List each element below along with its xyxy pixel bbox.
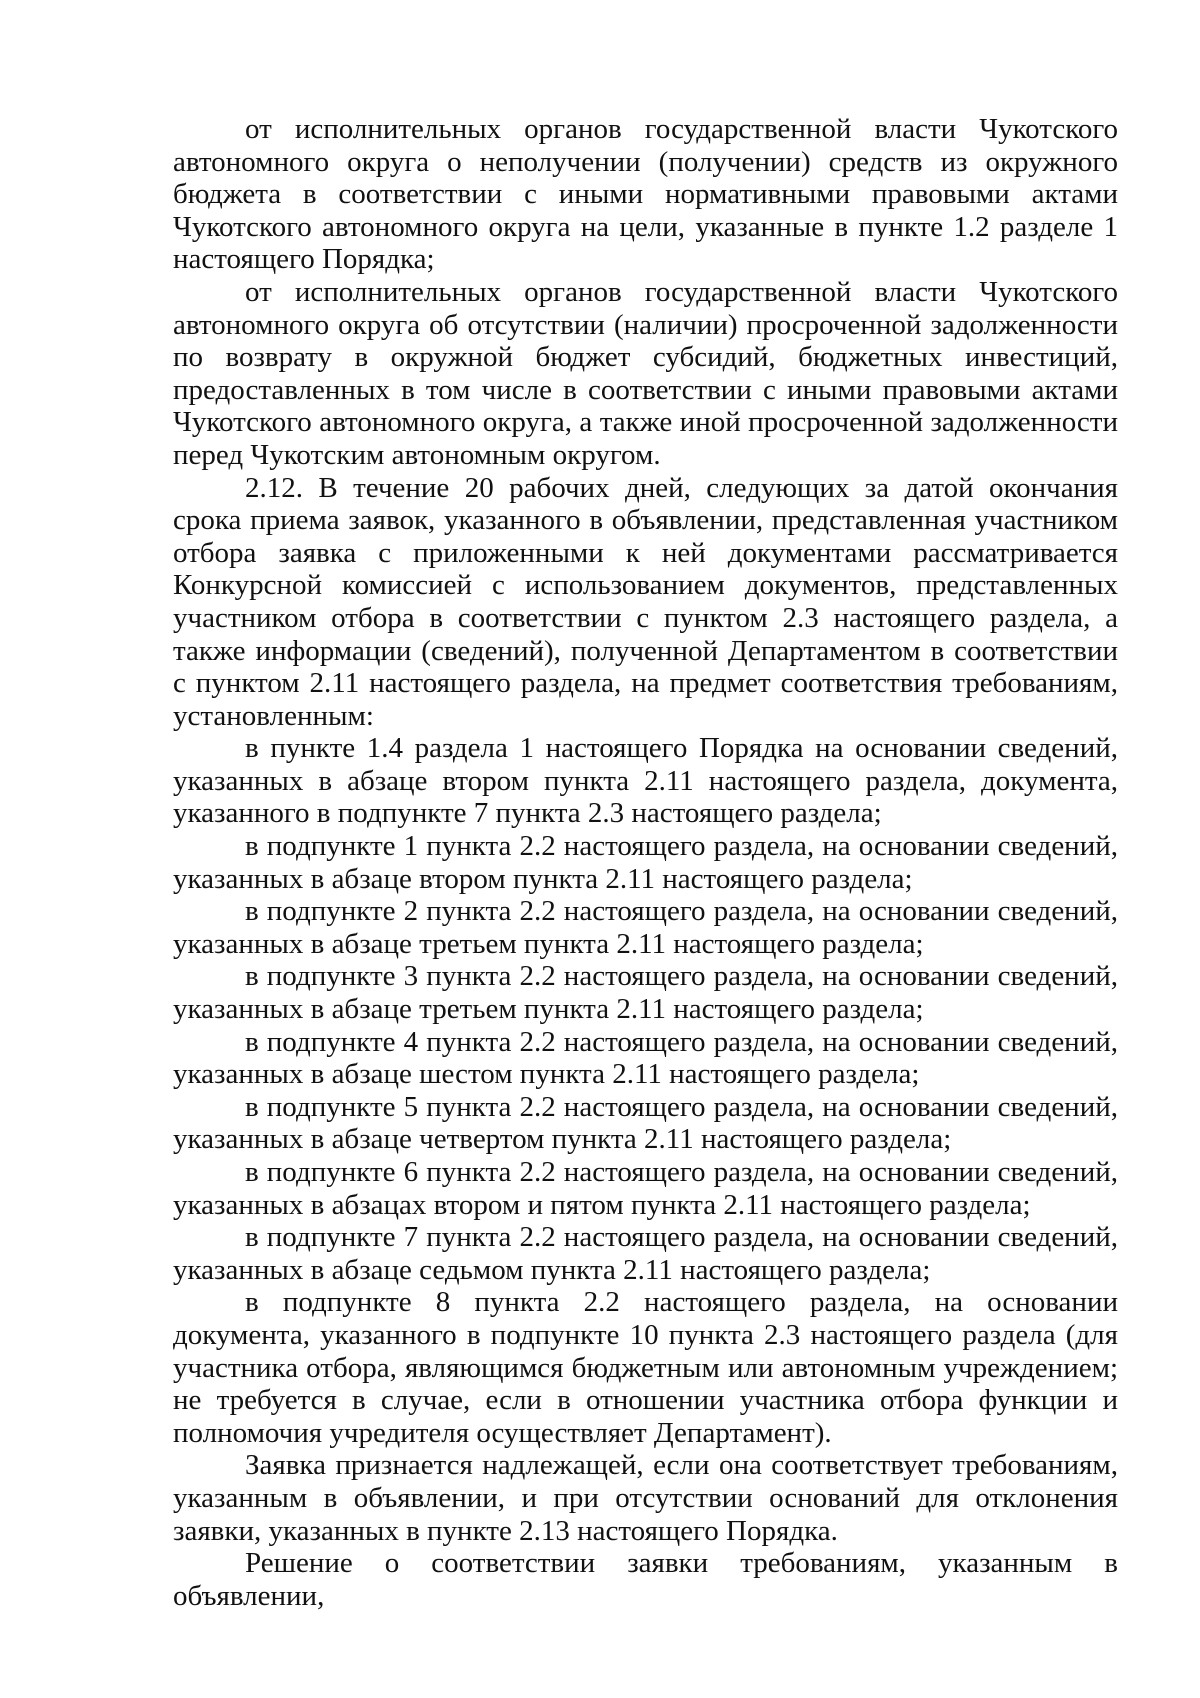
- paragraph-3: 2.12. В течение 20 рабочих дней, следующих за датой окончания срока приема заявок, указанного в объявлении, представленная участником отбора заявка с приложенными к ней документами рассматривается Конкурсной комиссией с использованием документов, представленных участником отбора в соответствии с пунктом 2.3 настоящего раздела, а также информации (сведений), полученной Департаментом в соответствии с пунктом 2.11 настоящего раздела, на предмет соответствия требованиям, установленным:: [173, 471, 1118, 732]
- paragraph-6: в подпункте 2 пункта 2.2 настоящего раздела, на основании сведений, указанных в абзаце третьем пункта 2.11 настоящего раздела;: [173, 895, 1118, 960]
- paragraph-13: Заявка признается надлежащей, если она соответствует требованиям, указанным в объявлении, и при отсутствии оснований для отклонения заявки, указанных в пункте 2.13 настоящего Порядка.: [173, 1449, 1118, 1547]
- paragraph-14: Решение о соответствии заявки требованиям, указанным в объявлении,: [173, 1547, 1118, 1612]
- paragraph-5: в подпункте 1 пункта 2.2 настоящего раздела, на основании сведений, указанных в абзаце втором пункта 2.11 настоящего раздела;: [173, 830, 1118, 895]
- document-page: [173, 113, 1118, 1612]
- paragraph-2: от исполнительных органов государственной власти Чукотского автономного округа об отсутствии (наличии) просроченной задолженности по возврату в окружной бюджет субсидий, бюджетных инвестиций, предоставленных в том числе в соответствии с иными правовыми актами Чукотского автономного округа, а также иной просроченной задолженности перед Чукотским автономным округом.: [173, 275, 1118, 471]
- paragraph-1: от исполнительных органов государственной власти Чукотского автономного округа о неполучении (получении) средств из окружного бюджета в соответствии с иными нормативными правовыми актами Чукотского автономного округа на цели, указанные в пункте 1.2 разделе 1 настоящего Порядка;: [173, 113, 1118, 276]
- paragraph-8: в подпункте 4 пункта 2.2 настоящего раздела, на основании сведений, указанных в абзаце шестом пункта 2.11 настоящего раздела;: [173, 1025, 1118, 1091]
- paragraph-7: в подпункте 3 пункта 2.2 настоящего раздела, на основании сведений, указанных в абзаце третьем пункта 2.11 настоящего раздела;: [173, 960, 1118, 1026]
- paragraph-4: в пункте 1.4 раздела 1 настоящего Порядка на основании сведений, указанных в абзаце втором пункта 2.11 настоящего раздела, документа, указанного в подпункте 7 пункта 2.3 настоящего раздела;: [173, 732, 1118, 830]
- paragraph-9: в подпункте 5 пункта 2.2 настоящего раздела, на основании сведений, указанных в абзаце четвертом пункта 2.11 настоящего раздела;: [173, 1090, 1118, 1156]
- paragraph-12: в подпункте 8 пункта 2.2 настоящего раздела, на основании документа, указанного в подпункте 10 пункта 2.3 настоящего раздела (для участника отбора, являющимся бюджетным или автономным учреждением; не требуется в случае, если в отношении участника отбора функции и полномочия учредителя осуществляет Департамент).: [173, 1286, 1118, 1449]
- paragraph-11: в подпункте 7 пункта 2.2 настоящего раздела, на основании сведений, указанных в абзаце седьмом пункта 2.11 настоящего раздела;: [173, 1221, 1118, 1286]
- paragraph-10: в подпункте 6 пункта 2.2 настоящего раздела, на основании сведений, указанных в абзацах втором и пятом пункта 2.11 настоящего раздела;: [173, 1156, 1118, 1221]
